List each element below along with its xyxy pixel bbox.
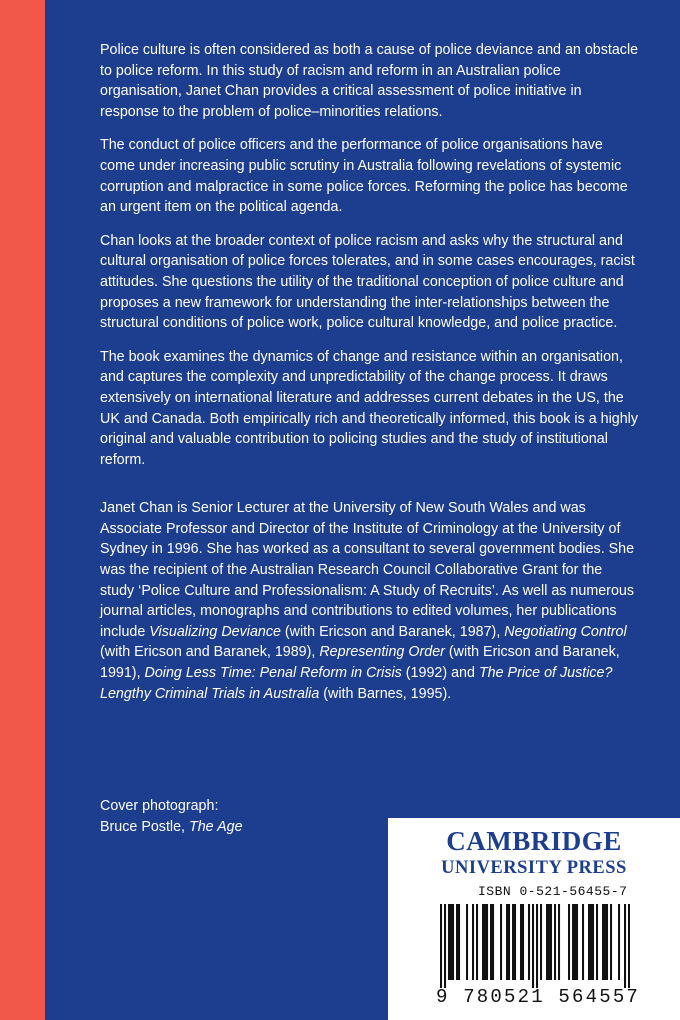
barcode-bar [476,904,478,980]
barcode-bar [574,904,576,980]
barcode-bar [624,904,626,988]
barcode-bar [572,904,574,980]
isbn-text: ISBN 0-521-56455-7 [478,884,628,899]
publisher-name: CAMBRIDGE [446,826,622,856]
barcode-bar [602,904,604,980]
barcode-bar [486,904,488,980]
barcode-bar [592,904,594,980]
back-cover-text [100,40,640,717]
barcode-bar [450,904,452,980]
bio-text: (with Barnes, 1995). [319,685,452,702]
barcode-bar [500,904,502,980]
barcode-bar [522,904,524,980]
barcode-number: 9 780521 564557 [436,986,641,1008]
left-color-stripe [0,0,45,1020]
bio-intro: Janet Chan is Senior Lecturer at the University of New South Wales and was Associate Professor and Director of the Institute of Criminology at the University of Sydney in 1996. She has worked as a consultant to several government bodies. She was the recipient of the Australian Research Council Collaborative Grant for the study ‘Police Culture and Professionalism: A Study of Recruits’. As well as numerous journal articles, monographs and contributions to edited volumes, her publications include [100,500,635,640]
barcode-image [440,904,630,988]
bio-text: (with Ericson and Baranek, 1989), [100,644,320,661]
publisher-barcode-box [388,818,680,1020]
book-title-doing-less-time: Doing Less Time: Penal Reform in Crisis [144,665,402,682]
barcode-bar [582,904,584,980]
bio-text: (1992) and [401,665,479,682]
barcode-bar [490,904,492,980]
barcode-bar [514,904,516,980]
barcode-bar [444,904,446,988]
blurb-paragraph-1: Police culture is often considered as both a cause of police deviance and an obstacle to police reform. In this study of racism and reform in an Australian police organisation, Janet Chan provides a critical assessment of police initiative in response to the problem of police–minorities relations. [100,42,639,120]
barcode-bar [506,904,508,980]
barcode-bar [590,904,592,980]
barcode-bar [628,904,630,988]
photographer-name: Bruce Postle, [100,819,189,835]
barcode-bar [466,904,468,980]
book-title-negotiating-control: Negotiating Control [504,623,627,640]
barcode-bar [482,904,484,980]
barcode-bar [492,904,494,980]
barcode-bar [484,904,486,980]
author-bio [100,498,640,704]
barcode-bar [458,904,460,980]
credit-source: The Age [189,819,243,835]
barcode-bar [568,904,570,980]
barcode-bar [610,904,612,980]
barcode-bar [554,904,556,980]
credit-label: Cover photograph: [100,798,219,814]
cover-photo-credit [100,796,243,838]
barcode-bar [596,904,598,980]
barcode-bar [512,904,514,980]
barcode-bar [532,904,534,988]
barcode-bar [546,904,548,980]
barcode-bar [606,904,608,980]
barcode-bar [550,904,552,980]
barcode-bar [448,904,450,980]
book-title-price-of-justice: The Price of Justice? Lengthy Criminal Trials in Australia [100,665,613,702]
barcode-bar [576,904,578,980]
barcode-bar [528,904,530,980]
blurb-paragraph-4: The book examines the dynamics of change and resistance within an organisation, and captures the complexity and unpredictability of the change process. It draws extensively on international literature and addresses current debates in the US, the UK and Canada. Both empirically rich and theoretically informed, this book is a highly original and valuable contribution to policing studies and the study of institutional reform. [100,348,638,468]
bio-text: (with Ericson and Baranek, 1987), [280,623,505,640]
barcode-bar [540,904,542,980]
barcode-bar [558,904,560,980]
barcode-bar [548,904,550,980]
barcode-bar [508,904,510,980]
barcode-bar [472,904,474,980]
barcode-bar [452,904,454,980]
book-title-representing-order: Representing Order [319,644,445,661]
barcode-bar [618,904,620,980]
blurb-paragraph-3: Chan looks at the broader context of police racism and asks why the structural and cultural organisation of police forces tolerates, and in some cases encourages, racist attitudes. She questions the utility of the traditional conception of police culture and proposes a new framework for understanding the inter-relationships between the structural conditions of police work, police cultural knowledge, and police practice. [100,232,635,332]
publisher-subtitle: UNIVERSITY PRESS [441,858,627,878]
barcode-bar [520,904,522,980]
barcode-bar [440,904,442,988]
barcode-bar [536,904,538,988]
bio-text: (with Ericson and Baranek, 1991), [100,644,620,682]
barcode-bar [456,904,458,980]
barcode-bar [604,904,606,980]
blurb-paragraph-2: The conduct of police officers and the performance of police organisations have come under increasing public scrutiny in Australia following revelations of systemic corruption and malpractice in some police forces. Reforming the police has become an urgent item on the political agenda. [100,137,628,216]
book-title-visualizing-deviance: Visualizing Deviance [149,623,281,640]
credit-line [100,817,243,838]
barcode-bar [588,904,590,980]
